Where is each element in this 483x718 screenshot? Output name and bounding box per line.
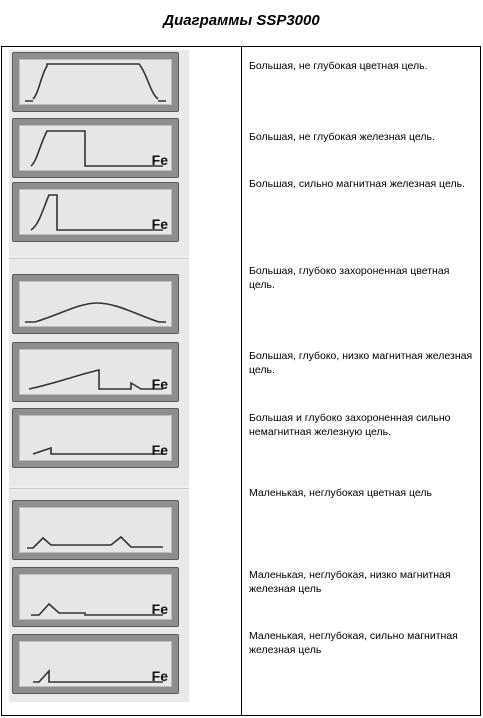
diagram-panel-1	[12, 52, 179, 112]
row-description: Большая, не глубокая железная цель.	[249, 131, 435, 143]
row-description: Большая, сильно магнитная железная цель.	[249, 178, 465, 190]
signal-curve	[13, 635, 178, 693]
row-description: Маленькая, неглубокая, низко магнитная железная цель	[249, 569, 451, 595]
fe-indicator: Fe	[151, 601, 168, 617]
diagram-panel-8	[12, 567, 179, 627]
signal-curve	[13, 568, 178, 626]
signal-curve	[13, 53, 178, 111]
diagram-panel-9	[12, 634, 179, 694]
signal-curve	[13, 343, 178, 401]
diagram-panel-2	[12, 118, 179, 178]
fe-indicator: Fe	[151, 668, 168, 684]
table-column-divider	[241, 46, 242, 716]
signal-curve	[13, 409, 178, 467]
diagram-panel-5	[12, 342, 179, 402]
row-description: Большая, глубоко, низко магнитная железная цель.	[249, 350, 473, 376]
table-bottom-border	[1, 715, 481, 716]
table-left-border	[1, 46, 2, 716]
row-description: Большая, не глубокая цветная цель.	[249, 60, 428, 72]
fe-indicator: Fe	[151, 376, 168, 392]
page-title: Диаграммы SSP3000	[163, 12, 320, 29]
fe-indicator: Fe	[151, 152, 168, 168]
group-divider	[9, 488, 189, 489]
table-right-border	[480, 46, 481, 716]
row-description: Маленькая, неглубокая цветная цель	[249, 487, 432, 499]
fe-indicator: Fe	[151, 216, 168, 232]
signal-curve	[13, 501, 178, 559]
fe-indicator: Fe	[151, 442, 168, 458]
row-description: Маленькая, неглубокая, сильно магнитная железная цель	[249, 630, 458, 656]
row-description: Большая, глубоко захороненная цветная цель.	[249, 265, 450, 291]
group-divider	[9, 258, 189, 259]
diagram-panel-3	[12, 182, 179, 242]
diagram-panel-4	[12, 274, 179, 334]
diagram-table	[1, 46, 481, 716]
diagram-panel-6	[12, 408, 179, 468]
signal-curve	[13, 183, 178, 241]
row-description: Большая и глубоко захороненная сильно немагнитная железную цель.	[249, 412, 451, 438]
signal-curve	[13, 275, 178, 333]
diagram-panel-7	[12, 500, 179, 560]
signal-curve	[13, 119, 178, 177]
